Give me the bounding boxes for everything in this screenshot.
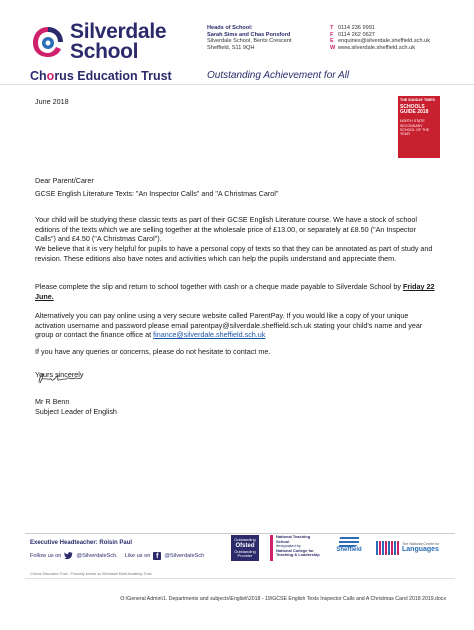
finance-email-link[interactable]: finance@silverdale.sheffield.sch.uk <box>153 330 266 340</box>
greeting: Dear Parent/Carer <box>35 176 94 185</box>
header-divider <box>0 84 474 85</box>
paragraph-4 <box>35 311 435 340</box>
languages-small: The National Centre for <box>402 542 440 546</box>
school-name <box>70 22 166 62</box>
trust-rest: rus Education Trust <box>54 69 172 83</box>
twitter-icon[interactable] <box>64 551 73 560</box>
signer-title: Subject Leader of English <box>35 406 117 416</box>
paragraph-3-text: Please complete the slip and return to school together with cash or a cheque made payable to Silverdale School by <box>35 282 401 292</box>
trust-formerly-note: Chorus Education Trust - Formerly known as Silverdale Multi-Academy Trust <box>30 572 152 576</box>
contact-email[interactable]: E enquiries@silverdale.sheffield.sch.uk <box>330 38 431 45</box>
sheffield-label: Sheffield <box>336 547 362 553</box>
letter-subject: GCSE English Literature Texts: "An Inspector Calls" and "A Christmas Carol" <box>35 189 279 198</box>
paragraph-5: If you have any queries or concerns, please do not hesitate to contact me. <box>35 347 271 357</box>
contact-web[interactable]: W www.silverdale.sheffield.sch.uk <box>330 44 416 51</box>
nts-title: National Teaching School <box>276 534 311 544</box>
signer-block <box>35 397 117 416</box>
paragraph-1: Your child will be studying these classic texts as part of their GCSE English Literature course. We have a stock of school editions of the texts which we are selling together at the wholesale price of £13.00, or separately at £8.50 ("An Inspector Calls") and £4.50 ("A Christmas Carol"). <box>35 215 417 244</box>
school-name-line2: School <box>70 40 139 63</box>
trust-name <box>30 69 172 83</box>
executive-headteacher: Executive Headteacher: Roisin Paul <box>30 540 133 546</box>
address-line1: Silverdale School, Bents Crescent <box>207 38 292 45</box>
paragraph-2: We believe that it is very helpful for pupils to have a personal copy of texts so that they can be annotated as part of study and revision. These editions also have notes and activities which can help the pupils understand and appreciate them. <box>35 244 433 263</box>
document-path: O:\General Admin\1. Departments and subjects\English\2018 - 19\GCSE English Texts Inspector Calls and A Christmas Carol 2018 2019.docx <box>120 596 446 602</box>
badge-line1: THE SUNDAY TIMES <box>400 98 435 102</box>
signature <box>37 370 83 386</box>
ofsted-big: Ofsted <box>235 542 255 549</box>
ofsted-sub: Outstanding Provider <box>234 548 256 559</box>
paragraph-4-text: Alternatively you can pay online using a very secure website called ParentPay. If you would like a copy of your unique activation username and password please email parentpay@silverdale.sheffield.sch.uk stating your child's name and year group or contact the finance office at <box>35 311 423 340</box>
trust-o: o <box>46 69 55 83</box>
sunday-times-badge <box>398 96 440 158</box>
contact-phone: T 0114 236 9991 <box>330 25 375 31</box>
follow-us-label: Follow us on <box>30 552 62 559</box>
sheffield-mark-icon <box>339 535 359 547</box>
contact-fax: F 0114 262 0627 <box>330 31 375 38</box>
heads-names: Sarah Sims and Chas Ponsford <box>207 31 291 38</box>
social-links <box>30 551 204 560</box>
trust-ch: Ch <box>30 69 47 83</box>
payment-deadline: Friday 22 June. <box>35 282 435 301</box>
nts-sub: designated by <box>276 543 301 549</box>
letter-date: June 2018 <box>35 97 69 106</box>
languages-centre-logo <box>376 535 456 561</box>
twitter-handle[interactable]: @SilverdaleSch. <box>76 552 118 559</box>
address-line2: Sheffield, S11 9QH <box>207 44 255 51</box>
facebook-icon[interactable]: f <box>153 552 161 560</box>
national-teaching-school-logo <box>270 535 320 561</box>
paragraph-3 <box>35 282 435 301</box>
school-name-line1: Silverdale <box>70 20 167 43</box>
footer-divider <box>25 533 455 534</box>
languages-mark-icon <box>376 541 400 555</box>
badge-line2: SCHOOLS GUIDE 2018 <box>400 103 429 115</box>
nts-org: National College for Teaching & Leadership <box>276 547 320 558</box>
closing: Yours sincerely <box>35 370 84 380</box>
ofsted-small: Outstanding <box>234 537 256 542</box>
ofsted-logo <box>231 535 259 561</box>
footer-divider-2 <box>25 578 455 579</box>
heads-label: Heads of School: <box>207 25 253 31</box>
languages-big: Languages <box>402 546 439 553</box>
heads-block <box>207 25 292 51</box>
school-logo-icon <box>30 24 66 60</box>
badge-line3: NORTH STATE SECONDARY SCHOOL OF THE YEAR <box>400 119 430 137</box>
sheffield-logo <box>332 535 366 561</box>
motto: Outstanding Achievement for All <box>207 70 350 81</box>
like-us-label: Like us on <box>124 552 151 559</box>
signer-name: Mr R Benn <box>35 397 70 406</box>
contact-block <box>330 25 430 51</box>
facebook-handle[interactable]: @SilverdaleSch <box>164 552 205 559</box>
